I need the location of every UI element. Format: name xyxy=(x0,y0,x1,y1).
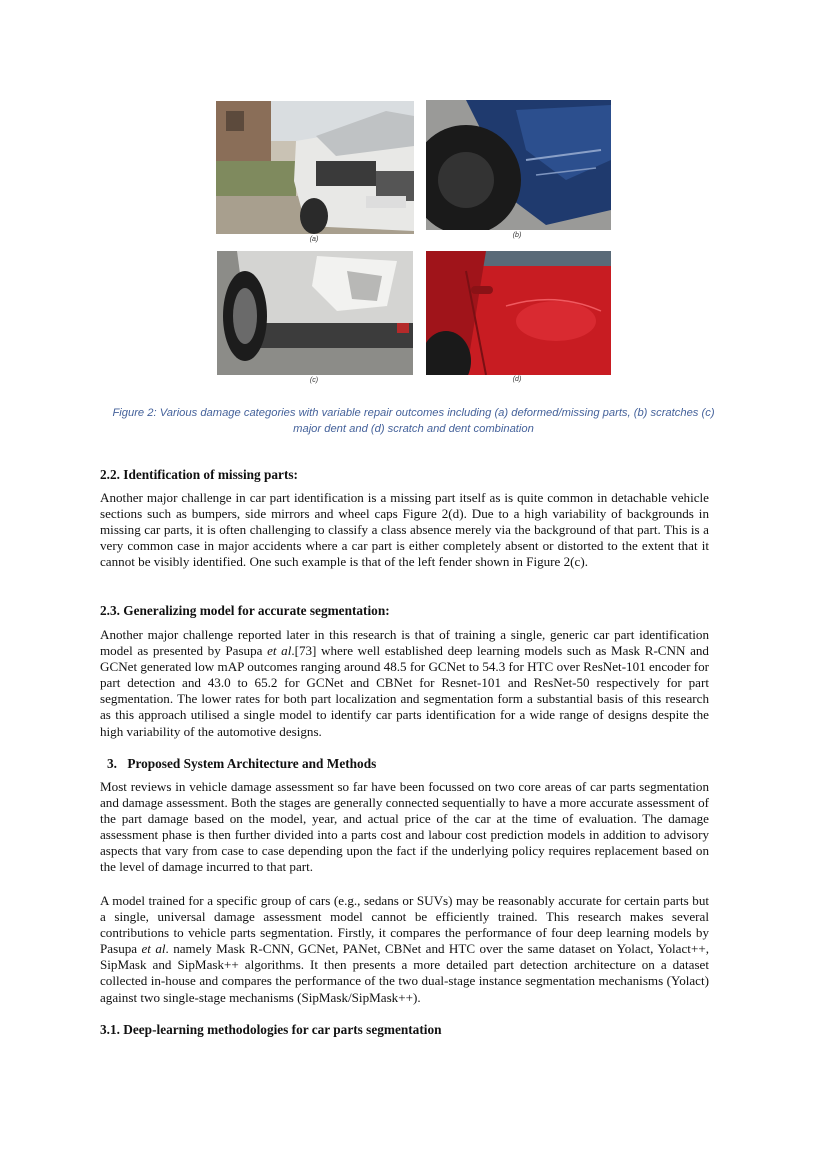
figure-caption xyxy=(100,405,727,437)
figure-label-b: (b) xyxy=(512,232,522,239)
figure-caption-line-1: Figure 2: Various damage categories with variable repair outcomes including (a) deformed/missing parts, (b) scratches (c) xyxy=(112,407,715,419)
section-body-2-3 xyxy=(100,627,709,740)
section-title: Proposed System Architecture and Methods xyxy=(127,756,377,771)
figure-photo-d xyxy=(426,251,611,375)
figure-label-c: (c) xyxy=(309,377,319,384)
body-text: .[73] where well established deep learning models such as Mask R-CNN and GCNet generated low mAP outcomes ranging around 48.5 for GCNet to 54.3 for HTC over ResNet-101 encoder for part detection and 43.0 to 65.2 for GCNet and CBNet for Resnet-101 and ResNet-50 respectively for part segmentation. The lower rates for both part localization and segmentation form a substantial basis of this research as this approach utilised a single model to identify car parts identification for a wide range of designs despite the high variability of the automotive designs. xyxy=(100,643,709,739)
section-heading-2-3: 2.3. Generalizing model for accurate segmentation: xyxy=(100,603,390,618)
figure-photo-c xyxy=(217,251,413,375)
body-text: Another major challenge reported later in this research is that of training a single, generic car part identification model as presented by Pasupa xyxy=(100,627,709,659)
section-heading-3-1: 3.1. Deep-learning methodologies for car parts segmentation xyxy=(100,1022,442,1037)
section-body-3-para-2 xyxy=(100,893,709,1006)
figure-label-a: (a) xyxy=(309,236,319,243)
section-body-3-para-1: Most reviews in vehicle damage assessment so far have been focussed on two core areas of car parts segmentation and damage assessment. Both the stages are generally connected sequentially to have a more accurate assessment of the part damage based on the model, year, and actual price of the car at the time of evaluation. The damage assessment phase is then further divided into a parts cost and labour cost prediction models in addition to advisory aspects that vary from case to case depending upon the fact if the underlying policy requires replacement based on the level of damage incurred to that part. xyxy=(100,779,709,875)
section-heading-3 xyxy=(107,756,376,772)
figure-label-d: (d) xyxy=(512,376,522,383)
figure-caption-line-2: major dent and (d) scratch and dent combination xyxy=(293,423,534,435)
et-al-italic: et al xyxy=(267,643,292,659)
body-text: A model trained for a specific group of cars (e.g., sedans or SUVs) may be reasonably accurate for certain parts but a single, universal damage assessment model cannot be efficiently trained. This research makes several contributions to vehicle parts segmentation. Firstly, it compares the performance of four deep learning models by Pasupa xyxy=(100,893,709,957)
section-number: 3. xyxy=(107,756,117,771)
figure-photo-b xyxy=(426,100,611,230)
section-body-2-2: Another major challenge in car part identification is a missing part itself as is quite common in detachable vehicle sections such as bumpers, side mirrors and wheel caps Figure 2(d). Due to a high variability of backgrounds in missing car parts, it is often challenging to classify a class absence merely via the background of that part. This is a very common case in major accidents where a car part is either completely absent or distorted to the extent that it cannot be visibly identified. One such example is that of the left fender shown in Figure 2(c). xyxy=(100,490,709,570)
body-text: . namely Mask R-CNN, GCNet, PANet, CBNet and HTC over the same dataset on Yolact, Yolact++, SipMask and SipMask++ algorithms. It then presents a more detailed part detection architecture on a dataset collected in-house and compares the performance of the two dual-stage instance segmentation mechanisms (Yolact) against two single-stage mechanisms (SipMask/SipMask++). xyxy=(100,941,709,1005)
section-heading-2-2: 2.2. Identification of missing parts: xyxy=(100,467,298,482)
figure-photo-a xyxy=(216,101,414,234)
et-al-italic: et al xyxy=(141,941,166,957)
